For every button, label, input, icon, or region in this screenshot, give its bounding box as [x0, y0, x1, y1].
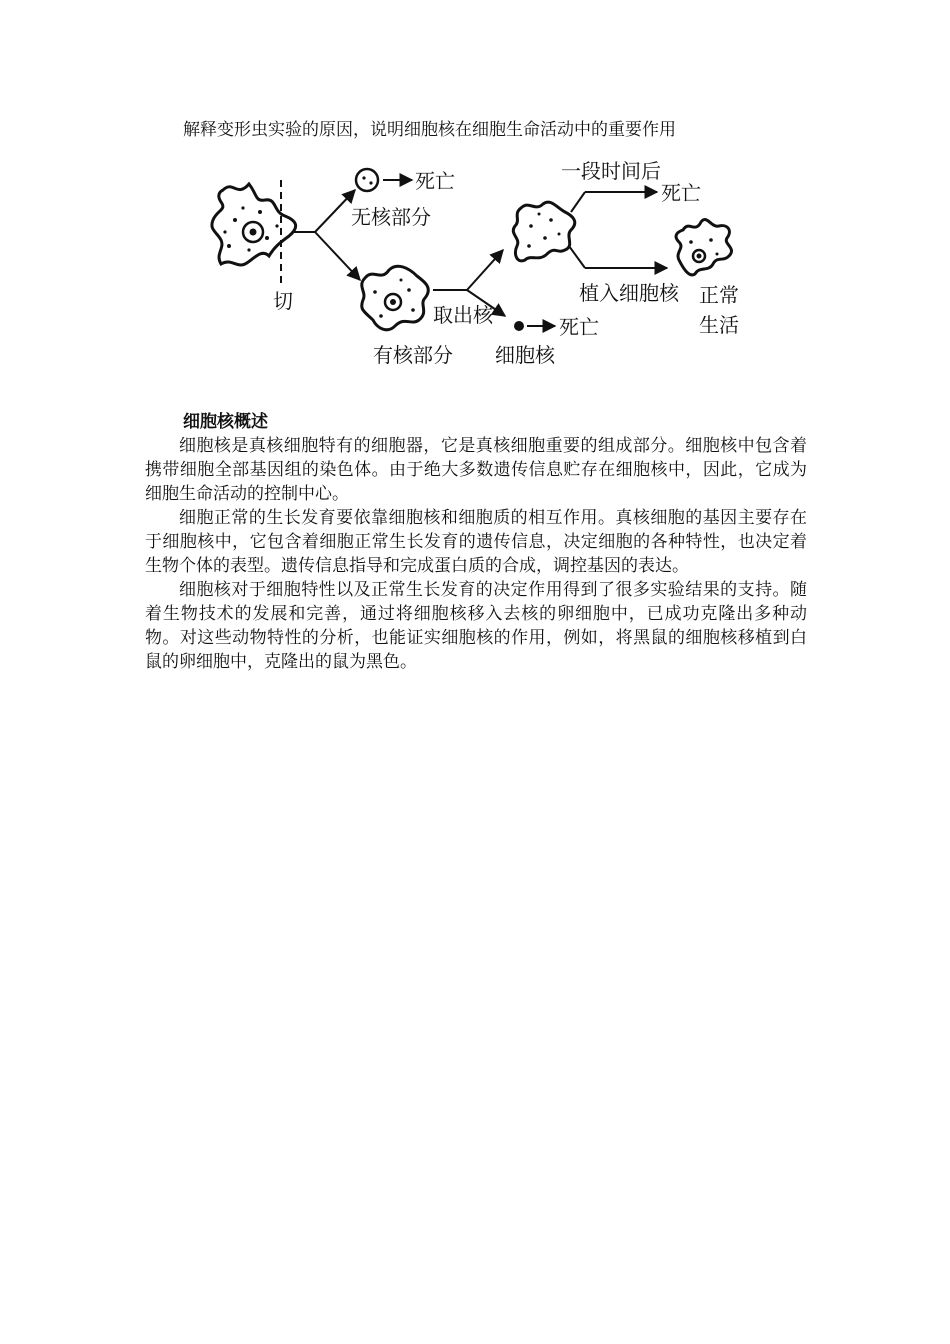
death-label-1: 死亡: [415, 169, 455, 193]
nucleus-label: 细胞核: [495, 343, 555, 367]
amoeba-original-icon: [212, 184, 296, 265]
death-label-3: 死亡: [661, 181, 701, 205]
death-label-2: 死亡: [559, 315, 599, 339]
after-time-label: 一段时间后: [561, 159, 661, 183]
nucleus-dot-icon: [514, 321, 524, 331]
paragraph-2: 细胞正常的生长发育要依靠细胞核和细胞质的相互作用。真核细胞的基因主要存在于细胞核中，它包含着细胞正常生长发育的遗传信息，决定细胞的各种特性，也决定着生物个体的表型。遗传信息指导和完成蛋白质的合成，调控基因的表达。: [145, 508, 807, 576]
implant-line: [569, 246, 585, 268]
nucleus-overview-section: [145, 410, 807, 674]
section-heading: 细胞核概述: [183, 412, 268, 432]
after-time-line: [571, 192, 585, 212]
paragraph-3: 细胞核对于细胞特性以及正常生长发育的决定作用得到了很多实验结果的支持。随着生物技术的发展和完善，通过将细胞核移入去核的卵细胞中，已成功克隆出多种动物。对这些动物特性的分析，也能证实细胞核的作用，例如，将黑鼠的细胞核移植到白鼠的卵细胞中，克隆出的鼠为黑色。: [145, 580, 807, 672]
normal-label-line1: 正常: [699, 283, 739, 307]
intro-sentence: 解释变形虫实验的原因，说明细胞核在细胞生命活动中的重要作用: [183, 120, 676, 140]
normal-label-line2: 生活: [699, 313, 739, 337]
anucleate-part-icon: [356, 169, 378, 191]
nucleate-part-label: 有核部分: [373, 343, 453, 367]
cut-label: 切: [273, 289, 293, 313]
enucleated-amoeba-icon: [513, 202, 574, 261]
nucleate-part-icon: [362, 266, 429, 330]
amoeba-experiment-figure: [205, 150, 750, 375]
arrow-to-nucleate: [315, 232, 360, 280]
arrow-to-anucleate: [315, 190, 355, 232]
arrow-to-enucleated: [467, 250, 503, 290]
anucleate-part-label: 无核部分: [351, 205, 431, 229]
paragraph-1: 细胞核是真核细胞特有的细胞器，它是真核细胞重要的组成部分。细胞核中包含着携带细胞全部基因组的染色体。由于绝大多数遗传信息贮存在细胞核中，因此，它成为细胞生命活动的控制中心。: [145, 436, 807, 504]
living-amoeba-icon: [676, 220, 731, 275]
remove-nucleus-label: 取出核: [433, 303, 493, 327]
implant-nucleus-label: 植入细胞核: [579, 281, 679, 305]
